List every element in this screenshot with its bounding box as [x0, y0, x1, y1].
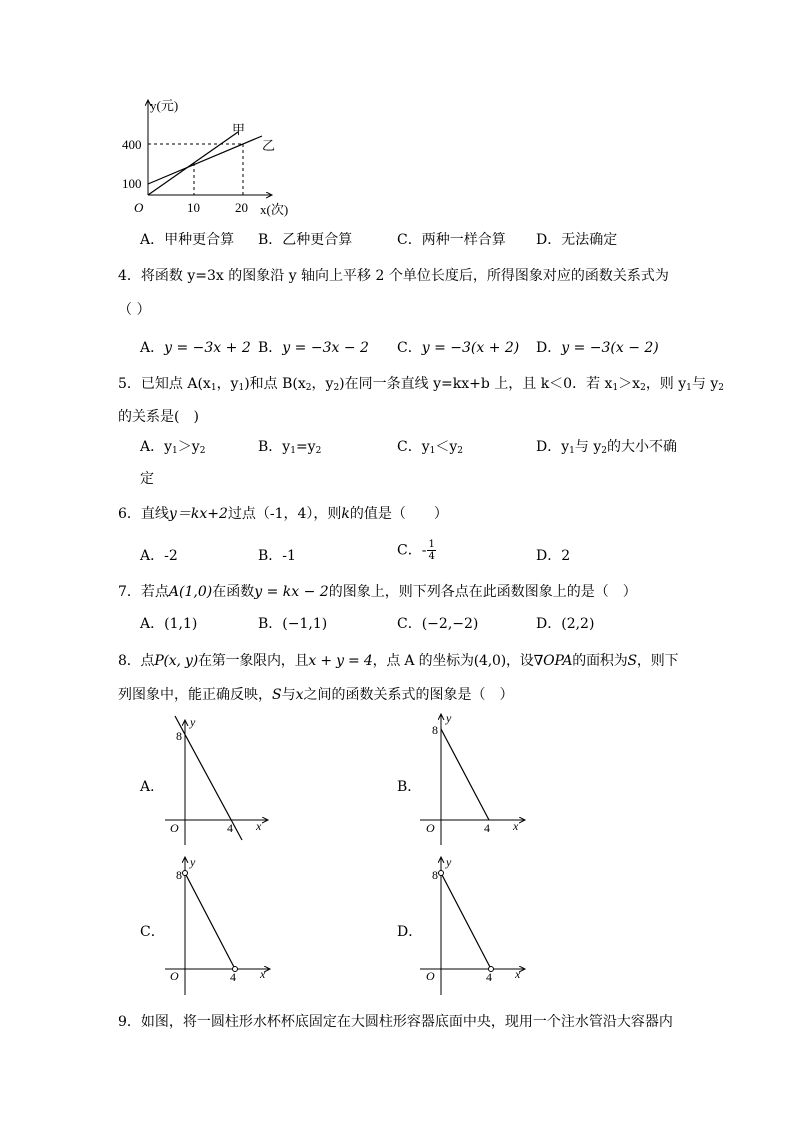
- q4-option-d: D．y = −3(x − 2): [536, 340, 659, 356]
- svg-text:y: y: [190, 715, 196, 729]
- q7-option-a: A．(1,1): [140, 616, 198, 632]
- q5-option-c: C．$y_1<y_2$: [397, 439, 464, 456]
- q8-graph-d-line: [441, 873, 491, 969]
- svg-text:4: 4: [227, 821, 233, 835]
- q3-tick-400: 400: [122, 137, 142, 152]
- q5-option-b: B．$y_1=y_2$: [258, 439, 322, 456]
- q3-tick-20: 20: [235, 200, 248, 215]
- svg-text:x: x: [515, 967, 521, 981]
- svg-text:O: O: [426, 969, 435, 983]
- svg-text:O: O: [170, 821, 179, 835]
- q3-option-c: C．两种一样合算: [397, 232, 506, 248]
- q6-option-a: A．-2: [140, 548, 178, 564]
- q6-fraction: $\frac{1}{4}$: [428, 539, 435, 562]
- q8-stem: 8．点P(x, y)在第一象限内，且x + y = 4，点 A 的坐标为(4,0)，设∇OPA的面积为S，则下: [118, 653, 679, 669]
- q8-option-c-label: C．: [140, 924, 165, 940]
- q4-option-c: C．y = −3(x + 2): [397, 340, 520, 356]
- svg-text:x: x: [260, 967, 266, 981]
- svg-text:8: 8: [432, 868, 438, 882]
- q8-option-b-label: B．: [397, 779, 422, 795]
- q5-stem-line2: 的关系是( ): [118, 409, 199, 425]
- q6-option-c: C．- $\frac{1}{4}$: [397, 539, 435, 562]
- q5-option-d-cont: 定: [140, 471, 154, 487]
- svg-text:4: 4: [486, 970, 492, 984]
- q8-graph-b-line: [441, 729, 489, 820]
- q4-stem-paren: （ ）: [118, 302, 151, 318]
- q7-option-c: C．(−2,−2): [397, 616, 479, 632]
- q3-x-label: x(次): [260, 202, 289, 217]
- svg-text:4: 4: [484, 821, 490, 835]
- q5-option-a: A．$y_1>y_2$: [140, 439, 206, 456]
- q4-option-a: A．y = −3x + 2: [140, 340, 251, 356]
- svg-text:x: x: [513, 819, 519, 833]
- q6-stem: 6．直线y＝kx+2过点（-1，4），则k的值是（ ）: [118, 506, 448, 522]
- q3-tick-10: 10: [187, 200, 200, 215]
- svg-text:y: y: [446, 855, 452, 869]
- q8-graph-b: [420, 711, 525, 845]
- svg-text:y: y: [446, 711, 452, 725]
- q8-stem-line2: 列图象中，能正确反映，S与x之间的函数关系式的图象是（ ）: [118, 687, 514, 703]
- q8-graph-c: [165, 855, 270, 995]
- q6-option-d: D．2: [536, 548, 571, 564]
- svg-text:8: 8: [176, 729, 182, 743]
- q4-option-b: B．y = −3x − 2: [258, 340, 369, 356]
- svg-text:8: 8: [176, 868, 182, 882]
- q3-origin: O: [134, 200, 144, 215]
- svg-text:y: y: [190, 855, 196, 869]
- q8-option-d-label: D．: [397, 924, 423, 940]
- q3-jia-label: 甲: [232, 122, 246, 137]
- q8-graph-a: [165, 715, 268, 845]
- q7-option-b: B．(−1,1): [258, 616, 328, 632]
- q7-stem: 7．若点A(1,0)在函数y = kx − 2的图象上，则下列各点在此函数图象上的是（ ）: [118, 584, 637, 600]
- q3-option-d: D．无法确定: [536, 232, 618, 248]
- svg-text:8: 8: [432, 723, 438, 737]
- q8-graph-c-line: [185, 873, 235, 969]
- q3-option-a: A．甲种更合算: [140, 232, 235, 248]
- q7-option-d: D．(2,2): [536, 616, 595, 632]
- q6-option-b: B．-1: [258, 548, 296, 564]
- q3-option-b: B．乙种更合算: [258, 232, 353, 248]
- svg-text:O: O: [426, 821, 435, 835]
- svg-text:x: x: [256, 819, 262, 833]
- q9-stem: 9．如图，将一圆柱形水杯杯底固定在大圆柱形容器底面中央，现用一个注水管沿大容器内: [118, 1014, 673, 1030]
- svg-text:O: O: [170, 969, 179, 983]
- q8-graph-d: [420, 855, 525, 995]
- q3-tick-100: 100: [122, 176, 142, 191]
- svg-text:4: 4: [230, 970, 236, 984]
- q8-option-a-label: A．: [140, 779, 165, 795]
- q5-stem: 5．已知点 $A(x_1$，$y_1$)和点 $B(x_2$，$y_2$)在同一条直线 y=kx+b 上，且 k＜0．若 $x_1>x_2$，则 $y_1$与 $y_2$: [118, 376, 724, 393]
- q5-option-d: D．$y_1$与 $y_2$的大小不确: [536, 439, 677, 456]
- q3-y-label: y(元): [150, 98, 179, 113]
- q4-stem: 4．将函数 y=3x 的图象沿 y 轴向上平移 2 个单位长度后，所得图象对应的函数关系式为: [118, 268, 669, 284]
- q3-yi-label: 乙: [262, 138, 276, 153]
